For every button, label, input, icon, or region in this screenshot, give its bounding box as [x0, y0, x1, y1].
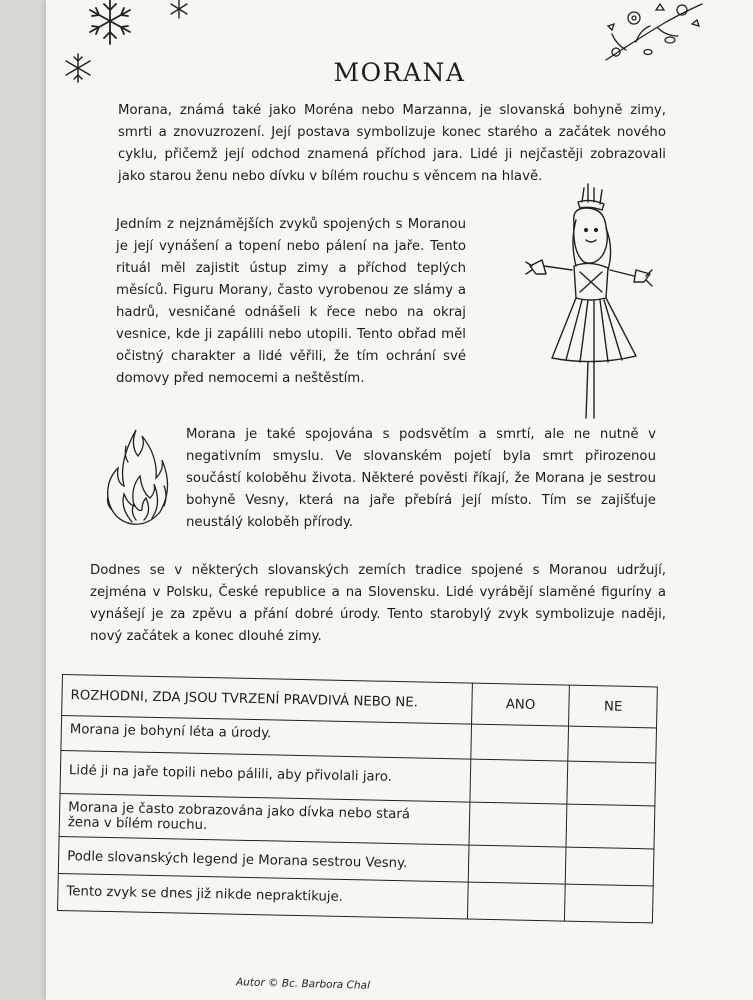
quiz-statement: Morana je bohyní léta a úrody. [61, 716, 471, 760]
yes-answer-cell[interactable] [468, 845, 566, 884]
quiz-header: ROZHODNI, ZDA JSOU TVRZENÍ PRAVDIVÁ NEBO NE. [62, 675, 473, 725]
flame-icon [102, 426, 172, 528]
no-answer-cell[interactable] [568, 726, 656, 763]
yes-answer-cell[interactable] [471, 724, 569, 761]
snowflake-icon [166, 0, 192, 22]
worksheet-page [46, 0, 753, 1000]
ritual-paragraph: Jedním z nejznámějších zvyků spojených s Moranou je její vynášení a topení nebo pálení na jaře. Tento rituál měl zajistit ústup zimy a příchod teplých měsíců. Figuru Morany, často vyrobenou ze slámy a hadrů, vesničané odnášeli k řece nebo na okraj vesnice, kde ji zapálili nebo utopili. Tento obřad měl očistný charakter a lidé věřili, že tím ochrání své domovy před nemocemi a neštěstím. [116, 217, 466, 386]
yes-answer-cell[interactable] [467, 882, 565, 921]
tradition-paragraph: Dodnes se v některých slovanských zemích tradice spojené s Moranou udržují, zejména v Polsku, České republice a na Slovensku. Lidé vyrábějí slaměné figuríny a vynášejí je za zpěvu a přání dobré úrody. Tento starobylý zvyk symbolizuje naději, nový začátek a konec dlouhé zimy. [90, 563, 666, 644]
underworld-paragraph: Morana je také spojována s podsvětím a smrtí, ale ne nutně v negativním smyslu. Ve slovanském pojetí byla smrt přirozenou součástí koloběhu života. Některé pověsti říkají, že Morana je sestrou bohyně Vesny, která na jaře přebírá její místo. Tím se zajišťuje neustálý koloběh přírody. [186, 427, 656, 530]
quiz-statement: Tento zvyk se dnes již nikde nepraktikuje. [58, 873, 468, 919]
yes-answer-cell[interactable] [469, 802, 568, 847]
true-false-quiz-table [57, 674, 658, 923]
author-credit: Autor © Bc. Barbora Chal [235, 976, 371, 992]
intro-paragraph: Morana, známá také jako Moréna nebo Marzanna, je slovanská bohyně zimy, smrti a znovuzrození. Její postava symbolizuje konec starého a začátek nového cyklu, přičemž její odchod znamená příchod jara. Lidé ji nejčastěji zobrazovali jako starou ženu nebo dívku v bílém rouchu s věncem na hlavě. [118, 103, 666, 184]
page-title: MORANA [333, 58, 466, 87]
snowflake-icon [80, 0, 140, 50]
yes-answer-cell[interactable] [470, 759, 569, 804]
no-column-header: NE [569, 685, 657, 728]
yes-column-header: ANO [471, 683, 569, 726]
quiz-statement: Podle slovanských legend je Morana sestrou Vesny. [58, 836, 468, 882]
no-answer-cell[interactable] [567, 761, 655, 806]
morana-figure-icon [524, 182, 654, 420]
no-answer-cell[interactable] [566, 847, 654, 886]
quiz-statement: Lidé ji na jaře topili nebo pálili, aby přivolali jaro. [60, 750, 471, 802]
quiz-statement: Morana je často zobrazována jako dívka nebo stará žena v bílém rouchu. [59, 793, 470, 845]
no-answer-cell[interactable] [565, 884, 653, 923]
no-answer-cell[interactable] [566, 804, 654, 849]
